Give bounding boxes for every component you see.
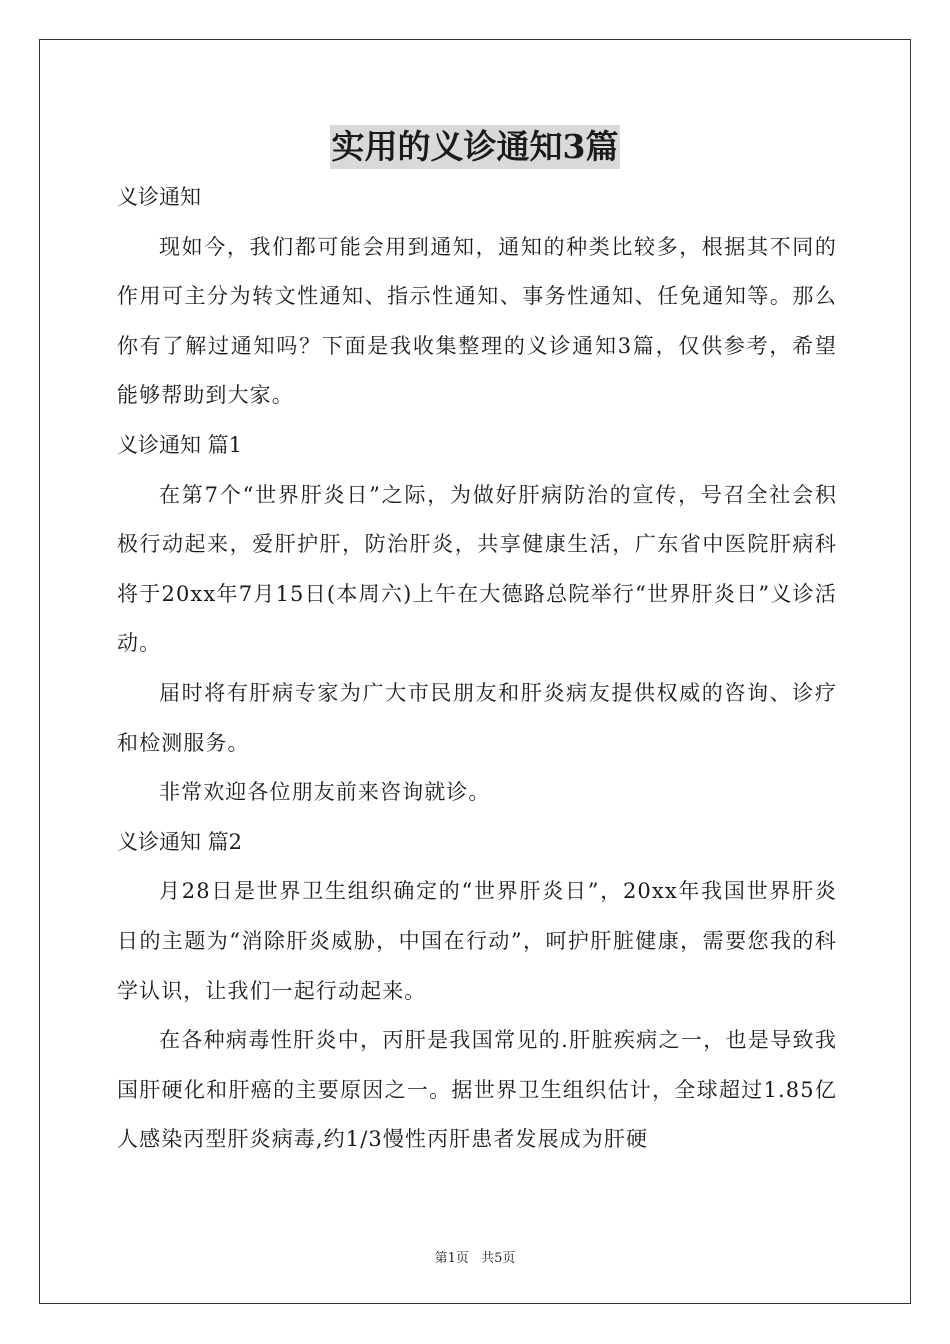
paragraph: 现如今，我们都可能会用到通知，通知的种类比较多，根据其不同的作用可主分为转文性通知、指示性通知、事务性通知、任免通知等。那么你有了解过通知吗？下面是我收集整理的义诊通知3篇，仅供参考，希望能够帮助到大家。 — [117, 234, 837, 408]
page-total: 共5页 — [481, 1251, 516, 1266]
document-title: 实用的义诊通知3篇 — [330, 125, 621, 169]
paragraph: 届时将有肝病专家为广大市民朋友和肝炎病友提供权威的咨询、诊疗和检测服务。 — [117, 680, 837, 755]
section-heading: 义诊通知 — [117, 185, 201, 209]
title-container — [0, 125, 950, 169]
paragraph: 在第7个“世界肝炎日”之际，为做好肝病防治的宣传，号召全社会积极行动起来，爱肝护肝，防治肝炎，共享健康生活，广东省中医院肝病科将于20xx年7月15日(本周六)上午在大德路总院举行“世界肝炎日”义诊活动。 — [117, 482, 837, 656]
document-body — [117, 173, 837, 1165]
section-heading: 义诊通知 篇1 — [117, 432, 243, 457]
section-heading: 义诊通知 篇2 — [117, 829, 243, 854]
paragraph: 非常欢迎各位朋友前来咨询就诊。 — [159, 780, 491, 805]
page-footer — [0, 1247, 950, 1266]
paragraph: 月28日是世界卫生组织确定的“世界肝炎日”，20xx年我国世界肝炎日的主题为“消除肝炎威胁，中国在行动”，呵护肝脏健康，需要您我的科学认识，让我们一起行动起来。 — [117, 879, 837, 1003]
page-number: 第1页 — [434, 1251, 469, 1266]
paragraph: 在各种病毒性肝炎中，丙肝是我国常见的.肝脏疾病之一，也是导致我国肝硬化和肝癌的主要原因之一。据世界卫生组织估计，全球超过1.85亿人感染丙型肝炎病毒,约1/3慢性丙肝患者发展成为肝硬 — [117, 1028, 837, 1152]
